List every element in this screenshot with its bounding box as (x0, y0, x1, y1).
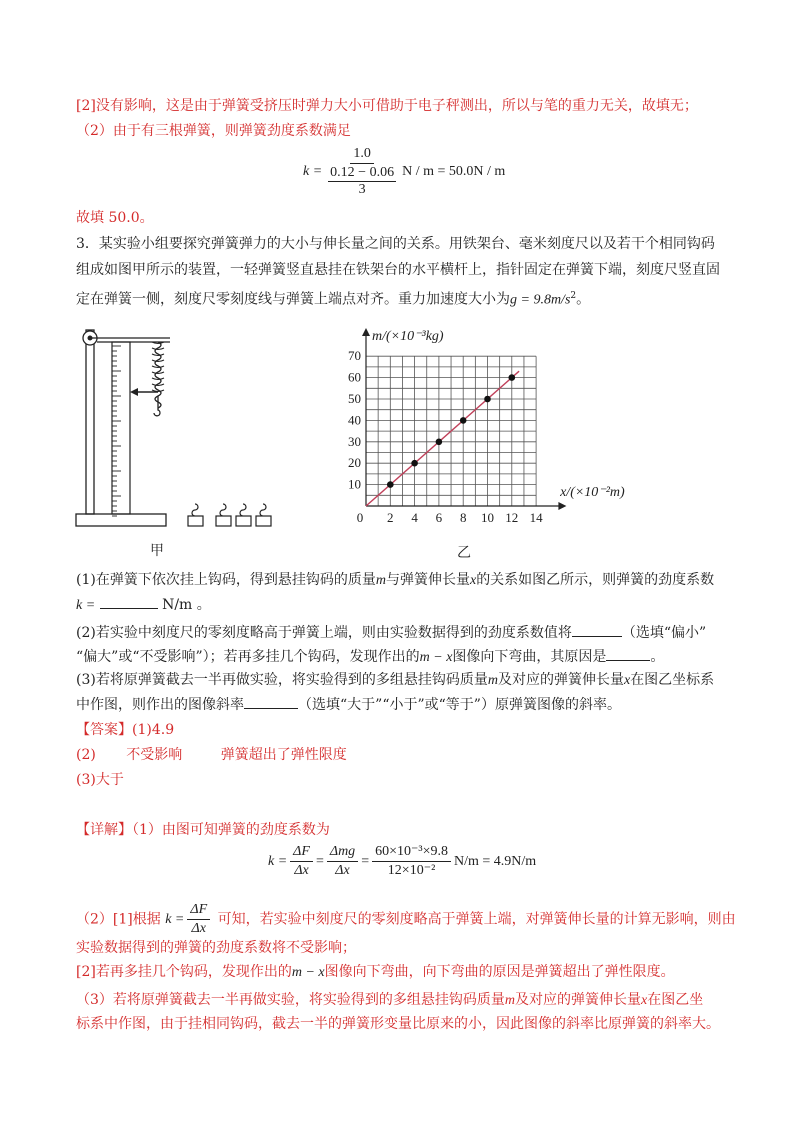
detail-line-3: 实验数据得到的弹簧的劲度系数将不受影响； (76, 940, 356, 956)
subq-2-line-1: (2)若实验中刻度尺的零刻度略高于弹簧上端，则由实验数据得到的劲度系数值将 （选填“偏小” (76, 622, 740, 643)
x-tick-labels (357, 510, 543, 525)
detail-line-1: 【详解】（1）由图可知弹簧的劲度系数为 (76, 822, 330, 838)
apparatus-figure (70, 318, 300, 558)
figure-caption-right: 乙 (457, 545, 471, 561)
y-tick-label: 50 (348, 391, 361, 406)
answer-blank-2[interactable] (572, 622, 622, 637)
detail-line-2: （2）[1]根据 k = $\frac{\Delta F}{\Delta x}$ 可知，若实验中刻度尺的零刻度略高于弹簧上端，对弹簧伸长量的计算无影响，则由 (76, 902, 736, 936)
x-tick-label: 6 (435, 510, 443, 525)
subq-2-line-2: “偏大”或“不受影响”）；若再多挂几个钩码，发现作出的m − x图像向下弯曲，其原因是 。 (76, 646, 740, 668)
y-tick-label: 10 (348, 476, 361, 492)
hook-weights (188, 504, 271, 526)
subq-3-line-1: (3)若将原弹簧截去一半再做实验，将实验得到的多组悬挂钩码质量m及对应的弹簧伸长量x在图乙坐标系 (76, 672, 715, 688)
x-axis-arrow (558, 502, 566, 510)
y-tick-label: 40 (348, 412, 361, 428)
spring-constant-formula: k = 1.0 0.12 − 0.06 3 N / m = 50.0N / m (303, 146, 506, 197)
y-tick-label: 60 (348, 369, 361, 385)
data-point (484, 396, 491, 403)
subq-1-line-1: (1)在弹簧下依次挂上钩码，得到悬挂钩码的质量m与弹簧伸长量x的关系如图乙所示，则弹簧的劲度系数 (76, 572, 715, 588)
y-tick-label: 20 (348, 455, 361, 471)
subq-1-line-2: k = N/m 。 (76, 594, 740, 616)
x-tick-label: 12 (505, 510, 519, 525)
x-axis-label: x/(×10⁻²m) (560, 485, 625, 500)
detail-line-4: [2]若再多挂几个钩码，发现作出的m − x图像向下弯曲，向下弯曲的原因是弹簧超出了弹性限度。 (76, 964, 675, 980)
detail-formula: k = $\frac{\Delta F}{\Delta x}$ = $\frac{\text{Δmg}}{\Delta x}$ = $\frac{\text{60×10⁻³×9.8}}{\text{12×10⁻²}}$ N/m = 4.9N/m (268, 844, 537, 878)
detail-line-5: （3）若将原弹簧截去一半再做实验，将实验得到的多组悬挂钩码质量m及对应的弹簧伸长量x在图乙坐 (76, 992, 704, 1008)
y-tick-label: 70 (348, 348, 361, 364)
y-axis-label: m/(×10⁻³kg) (372, 329, 444, 344)
figure-caption-left: 甲 (150, 543, 164, 559)
answer-blank-3[interactable] (606, 646, 650, 661)
y-tick-labels (348, 348, 361, 491)
prev-line-2: （2）由于有三根弹簧，则弹簧劲度系数满足 (76, 123, 351, 139)
prev-line-1: [2]没有影响，这是由于弹簧受挤压时弹力大小可借助于电子秤测出，所以与笔的重力无关，故填无； (76, 98, 698, 114)
ruler (112, 342, 130, 514)
question-line-2: 组成如图甲所示的装置，一轻弹簧竖直悬挂在铁架台的水平横杆上，指针固定在弹簧下端，刻度尺竖直固 (76, 262, 720, 278)
stand-rod (86, 330, 94, 514)
answer-blank-4[interactable] (244, 694, 298, 709)
x-tick-label: 10 (481, 510, 494, 525)
question-line-3: 定在弹簧一侧，刻度尺零刻度线与弹簧上端点对齐。重力加速度大小为$g = 9.8m/s^2$。 (76, 291, 591, 308)
answer-line-2: (2) 不受影响 弹簧超出了弹性限度 (76, 747, 347, 763)
data-point (460, 417, 467, 424)
hook (154, 404, 160, 416)
x-tick-label: 0 (356, 510, 364, 525)
mass-extension-chart (336, 326, 656, 532)
ruler-ticks (112, 346, 121, 516)
question-line-1: 3．某实验小组要探究弹簧弹力的大小与伸长量之间的关系。用铁架台、毫米刻度尺以及若干个相同钩码 (76, 236, 715, 252)
y-axis-arrow (362, 328, 370, 336)
x-tick-label: 14 (529, 510, 543, 525)
answer-line-1: 【答案】(1)4.9 (76, 722, 175, 738)
answer-blank-1[interactable] (100, 594, 158, 609)
detail-line-6: 标系中作图，由于挂相同钩码，截去一半的弹簧形变量比原来的小，因此图像的斜率比原弹簧的斜率大。 (76, 1016, 720, 1032)
y-tick-label: 30 (348, 433, 361, 449)
x-tick-label: 8 (459, 510, 467, 525)
x-tick-label: 4 (411, 510, 418, 525)
x-tick-label: 2 (387, 510, 394, 525)
stand-base (76, 514, 166, 526)
answer-line-3: (3)大于 (76, 772, 124, 788)
data-point (387, 481, 394, 488)
subq-3-line-2: 中作图，则作出的图像斜率 （选填“大于”“小于”或“等于”）原弹簧图像的斜率。 (76, 694, 740, 715)
data-point (509, 374, 516, 381)
data-point (436, 439, 443, 446)
prev-line-3: 故填 50.0。 (76, 210, 154, 226)
data-point (411, 460, 418, 467)
